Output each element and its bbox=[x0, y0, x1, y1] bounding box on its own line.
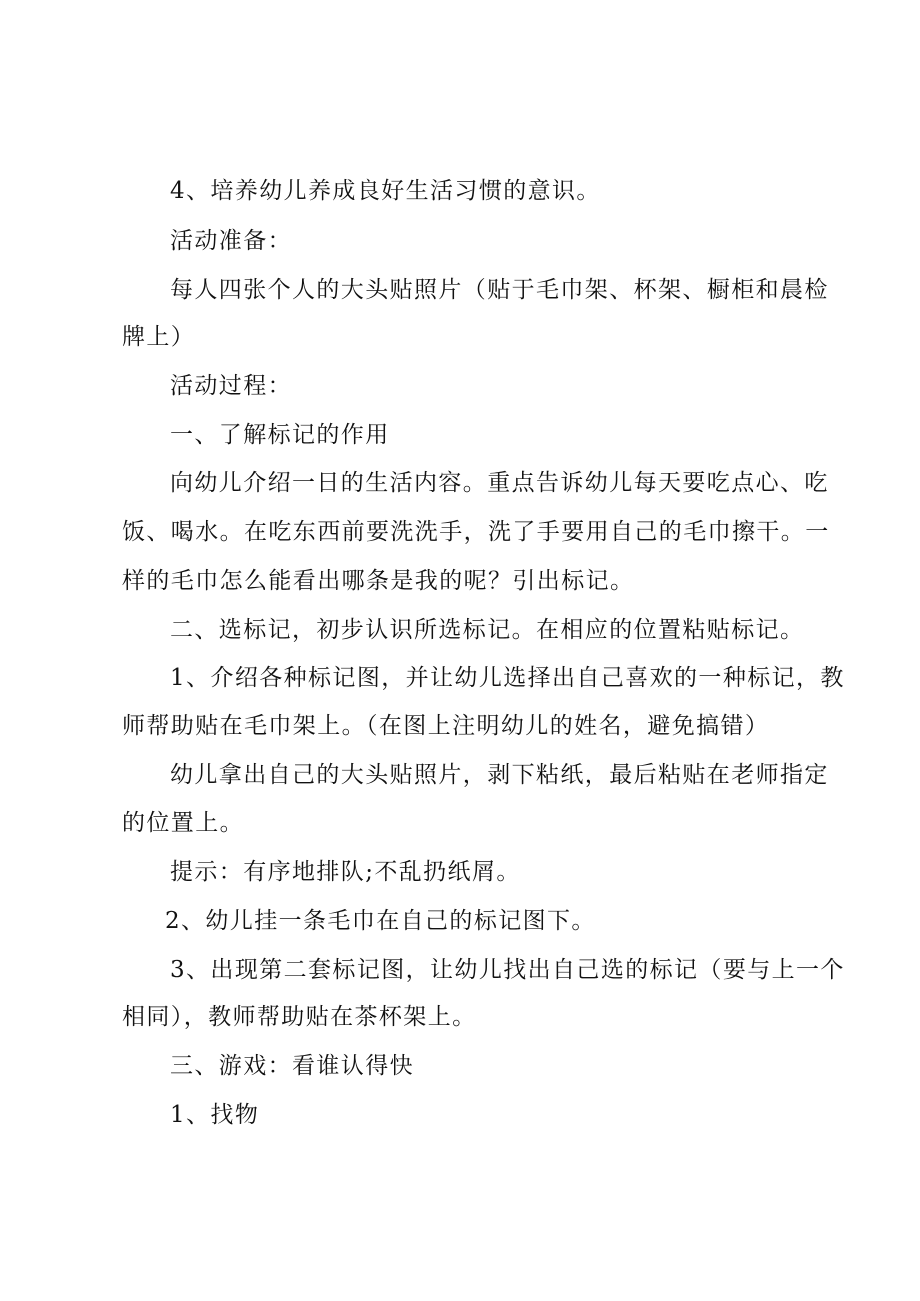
text-line: 师帮助贴在毛巾架上。（在图上注明幼儿的姓名，避免搞错） bbox=[122, 713, 770, 739]
text-line: 向幼儿介绍一日的生活内容。重点告诉幼儿每天要吃点心、吃 bbox=[170, 470, 829, 496]
section-heading: 一、了解标记的作用 bbox=[170, 422, 390, 448]
text-line: 牌上） bbox=[122, 324, 196, 350]
text-line: 1、找物 bbox=[170, 1102, 260, 1128]
text-line: 每人四张个人的大头贴照片（贴于毛巾架、杯架、橱柜和晨检 bbox=[170, 277, 829, 303]
text-line: 4、培养幼儿养成良好生活习惯的意识。 bbox=[170, 178, 601, 204]
text-line: 1、介绍各种标记图，并让幼儿选择出自己喜欢的一种标记，教 bbox=[170, 665, 845, 691]
text-line: 提示：有序地排队;不乱扔纸屑。 bbox=[170, 859, 521, 885]
section-heading: 三、游戏：看谁认得快 bbox=[170, 1053, 414, 1079]
section-heading: 二、选标记，初步认识所选标记。在相应的位置粘贴标记。 bbox=[170, 617, 805, 643]
text-line: 幼儿拿出自己的大头贴照片，剥下粘纸，最后粘贴在老师指定 bbox=[170, 762, 829, 788]
text-line: 2、幼儿挂一条毛巾在自己的标记图下。 bbox=[165, 908, 596, 934]
text-line: 饭、喝水。在吃东西前要洗洗手，洗了手要用自己的毛巾擦干。一 bbox=[122, 519, 830, 545]
section-heading: 活动准备： bbox=[170, 228, 292, 254]
text-line: 样的毛巾怎么能看出哪条是我的呢？引出标记。 bbox=[122, 568, 635, 594]
text-line: 相同），教师帮助贴在茶杯架上。 bbox=[122, 1004, 477, 1030]
section-heading: 活动过程： bbox=[170, 373, 292, 399]
text-line: 的位置上。 bbox=[122, 810, 244, 836]
text-line: 3、出现第二套标记图，让幼儿找出自己选的标记（要与上一个 bbox=[170, 957, 845, 983]
